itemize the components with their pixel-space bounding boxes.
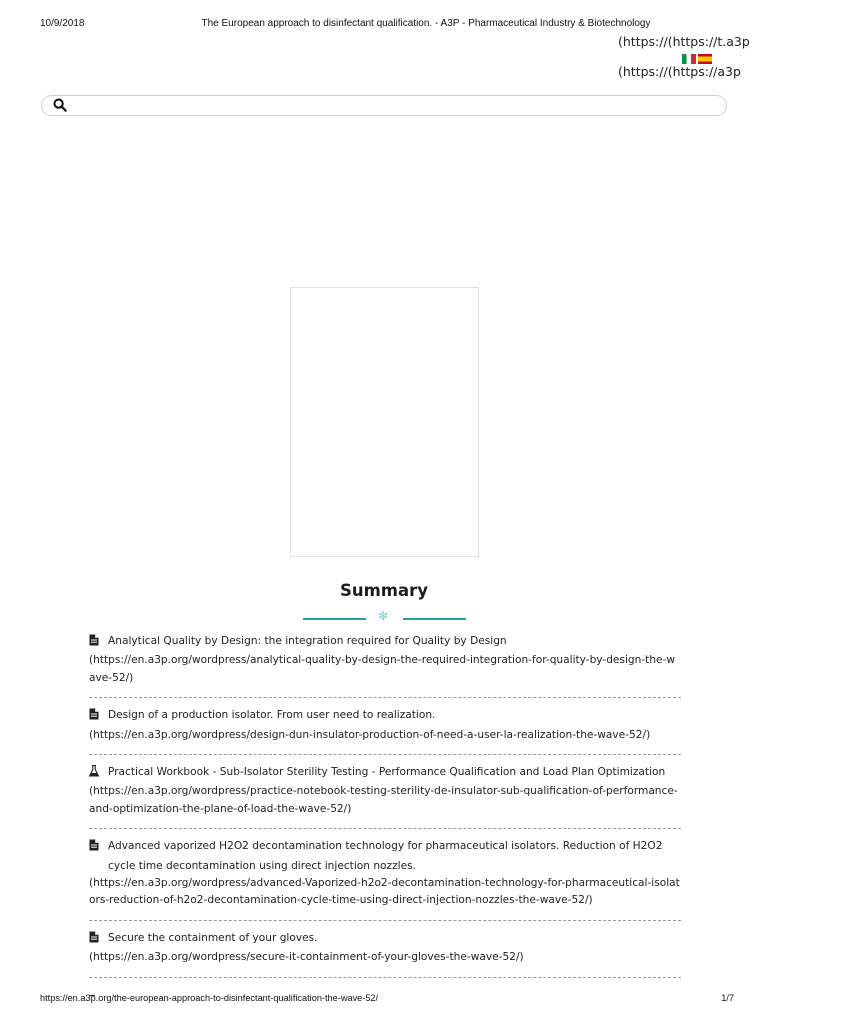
language-link[interactable]: (https://: [618, 34, 668, 49]
article-image-placeholder: [290, 287, 479, 557]
document-icon: [89, 634, 108, 652]
summary-item-url[interactable]: (https://en.a3p.org/wordpress/design-dun-insulator-production-of-need-a-user-la-realization-the-wave-52/): [89, 728, 651, 741]
search-icon[interactable]: [53, 97, 67, 116]
print-title: The European approach to disinfectant qualification. - A3P - Pharmaceutical Industry & Biotechnology: [201, 18, 651, 29]
summary-item[interactable]: [89, 633, 681, 698]
search-input[interactable]: [76, 97, 706, 113]
spanish-flag-icon[interactable]: [698, 54, 712, 64]
summary-item-url[interactable]: (https://en.a3p.org/wordpress/secure-it-containment-of-your-gloves-the-wave-52/): [89, 951, 524, 964]
summary-item-url[interactable]: (https://en.a3p.org/wordpress/advanced-Vaporized-h2o2-decontamination-technology-for-pharmaceutical-isolators-reduction-of-h2o2-decontamination-cycle-time-using-direct-injection-nozzles-the-wave-52/): [89, 877, 680, 907]
flask-icon: [89, 765, 108, 783]
summary-item[interactable]: [89, 764, 681, 829]
summary-item-title[interactable]: Analytical Quality by Design: the integration required for Quality by Design: [108, 635, 507, 647]
summary-title: Summary: [339, 581, 429, 600]
language-link[interactable]: (https://: [618, 64, 668, 79]
summary-divider: [303, 609, 466, 623]
print-footer: [0, 993, 768, 1007]
print-header: [0, 18, 768, 32]
print-date: 10/9/2018: [40, 18, 85, 29]
document-icon: [89, 931, 108, 949]
language-links: [618, 34, 750, 79]
document-icon: [89, 839, 108, 857]
summary-item-title[interactable]: Design of a production isolator. From user need to realization.: [108, 709, 436, 722]
language-link[interactable]: (https://a3p: [667, 64, 741, 79]
summary-item-title[interactable]: Practical Workbook - Sub-Isolator Sterility Testing - Performance Qualification and Load Plan Optimization: [108, 766, 666, 779]
page-number: 1/7: [721, 993, 734, 1003]
asterisk-icon: ✻: [378, 609, 389, 623]
language-links-row-1: [618, 34, 750, 49]
summary-item-title[interactable]: Advanced vaporized H2O2 decontamination technology for pharmaceutical isolators. Reduction of H2O2 cycle time decontamination using direct injection nozzles.: [108, 840, 663, 872]
language-link[interactable]: (https://t.a3p: [667, 34, 750, 49]
search-bar[interactable]: [41, 95, 727, 116]
summary-item-title[interactable]: Secure the containment of your gloves.: [108, 931, 318, 944]
italian-flag-icon[interactable]: [682, 54, 696, 64]
document-icon: [89, 708, 108, 726]
language-flags: [618, 50, 730, 62]
summary-item-url[interactable]: (https://en.a3p.org/wordpress/analytical-quality-by-design-the-required-integration-for-quality-by-design-the-wave-52/): [89, 654, 676, 684]
summary-item[interactable]: [89, 838, 681, 921]
divider-line-right: [403, 618, 466, 620]
summary-item[interactable]: [89, 930, 681, 978]
summary-item-url[interactable]: (https://en.a3p.org/wordpress/practice-notebook-testing-sterility-de-insulator-sub-qualification-of-performance-and-optimization-the-plane-of-load-the-wave-52/): [89, 785, 678, 815]
print-url: https://en.a3p.org/the-european-approach-to-disinfectant-qualification-the-wave-52/: [40, 993, 379, 1003]
language-links-row-2: [618, 64, 741, 79]
divider-line-left: [303, 618, 366, 620]
summary-list: [89, 633, 681, 997]
summary-item[interactable]: [89, 707, 681, 755]
